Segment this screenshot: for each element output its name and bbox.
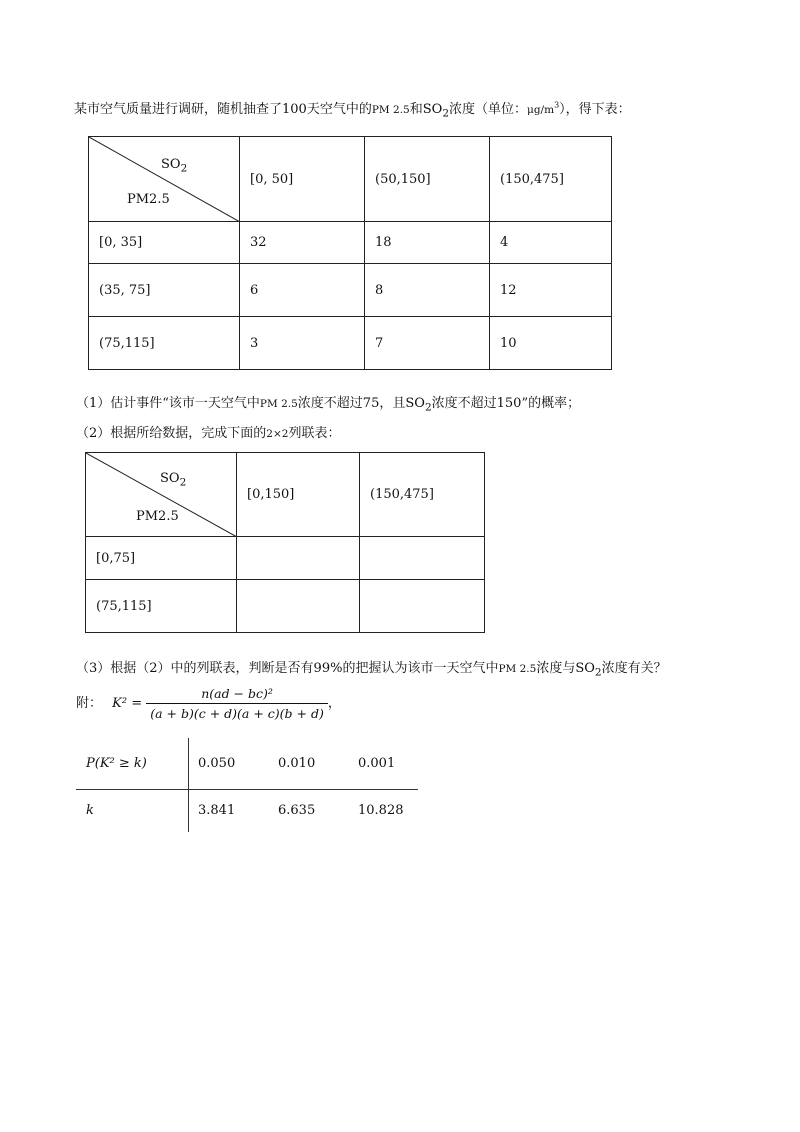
formula-numerator: n(ad − bc)²	[201, 686, 273, 701]
k-value: 10.828	[358, 803, 404, 818]
table-cell: 18	[365, 222, 490, 264]
diagonal-line	[86, 453, 237, 537]
table-cell	[360, 580, 485, 633]
table-cell: 4	[490, 222, 612, 264]
intro-so2: SO	[422, 102, 443, 117]
row-label: [0,75]	[86, 537, 237, 580]
intro-text	[74, 98, 631, 120]
intro-so2-sub: 2	[442, 107, 449, 120]
corner-so2-label: $SO_2$	[160, 471, 187, 489]
formula-lhs: K² =	[112, 696, 143, 711]
intro-part: 浓度（单位：	[449, 102, 528, 117]
question-2: （2）根据所给数据，完成下面的2×2列联表：	[76, 426, 341, 441]
column-header: (150,475]	[360, 453, 485, 537]
intro-part: ），得下表：	[559, 102, 631, 117]
table-row	[86, 537, 485, 580]
intro-part: 某市空气质量进行调研，随机抽查了	[74, 102, 283, 117]
question-1: （1）估计事件“该市一天空气中PM 2.5浓度不超过75，且$SO_2$浓度不超过150”的概率；	[76, 396, 581, 414]
formula	[76, 686, 341, 721]
table-cell: 3	[240, 317, 365, 370]
table-row	[89, 222, 612, 264]
table-cell: 10	[490, 317, 612, 370]
row-label: (35, 75]	[89, 264, 240, 317]
row-label: [0, 35]	[89, 222, 240, 264]
formula-suffix: ，	[327, 696, 341, 711]
table-cell	[237, 580, 360, 633]
contingency-table	[85, 452, 485, 633]
p-label: P(K² ≥ k)	[86, 756, 147, 771]
p-value: 0.001	[358, 756, 396, 771]
intro-days: 100	[282, 102, 307, 117]
table-horizontal-rule	[76, 789, 418, 790]
row-label: (75,115]	[86, 580, 237, 633]
table-cell	[237, 537, 360, 580]
k-label: k	[86, 803, 94, 818]
critical-value-table	[76, 738, 418, 832]
table-cell: 7	[365, 317, 490, 370]
formula-denominator: (a + b)(c + d)(a + c)(b + d)	[146, 703, 328, 721]
intro-part: 天空气中的	[306, 102, 372, 117]
intro-part: 和	[409, 102, 423, 117]
intro-unit: μg/m	[527, 104, 555, 116]
table-cell: 6	[240, 264, 365, 317]
k-value: 6.635	[278, 803, 316, 818]
formula-fraction	[146, 686, 328, 721]
table-row	[86, 580, 485, 633]
formula-prefix: 附：	[76, 696, 103, 711]
corner-pm-label: PM2.5	[127, 192, 170, 207]
table-vertical-rule	[188, 738, 189, 832]
column-header: [0, 50]	[240, 137, 365, 222]
intro-pm: PM 2.5	[371, 104, 410, 116]
intro-unit-sup: 3	[554, 100, 560, 110]
corner-pm-label: PM2.5	[136, 509, 179, 524]
column-header: [0,150]	[237, 453, 360, 537]
table-cell: 12	[490, 264, 612, 317]
p-value: 0.010	[278, 756, 316, 771]
row-label: (75,115]	[89, 317, 240, 370]
p-value: 0.050	[198, 756, 236, 771]
question-3: （3）根据（2）中的列联表，判断是否有99%的把握认为该市一天空气中PM 2.5浓度与$SO_2$浓度有关？	[76, 661, 667, 679]
table-header-row	[86, 453, 485, 537]
diagonal-line	[89, 137, 240, 222]
k-value: 3.841	[198, 803, 236, 818]
corner-so2-label: $SO_2$	[161, 157, 188, 175]
data-table-1	[88, 136, 612, 370]
table-row	[89, 317, 612, 370]
table-cell: 8	[365, 264, 490, 317]
table-header-row	[89, 137, 612, 222]
table-row	[89, 264, 612, 317]
column-header: (50,150]	[365, 137, 490, 222]
table-cell: 32	[240, 222, 365, 264]
table-cell	[360, 537, 485, 580]
column-header: (150,475]	[490, 137, 612, 222]
table-corner-cell	[89, 137, 240, 222]
table-corner-cell	[86, 453, 237, 537]
